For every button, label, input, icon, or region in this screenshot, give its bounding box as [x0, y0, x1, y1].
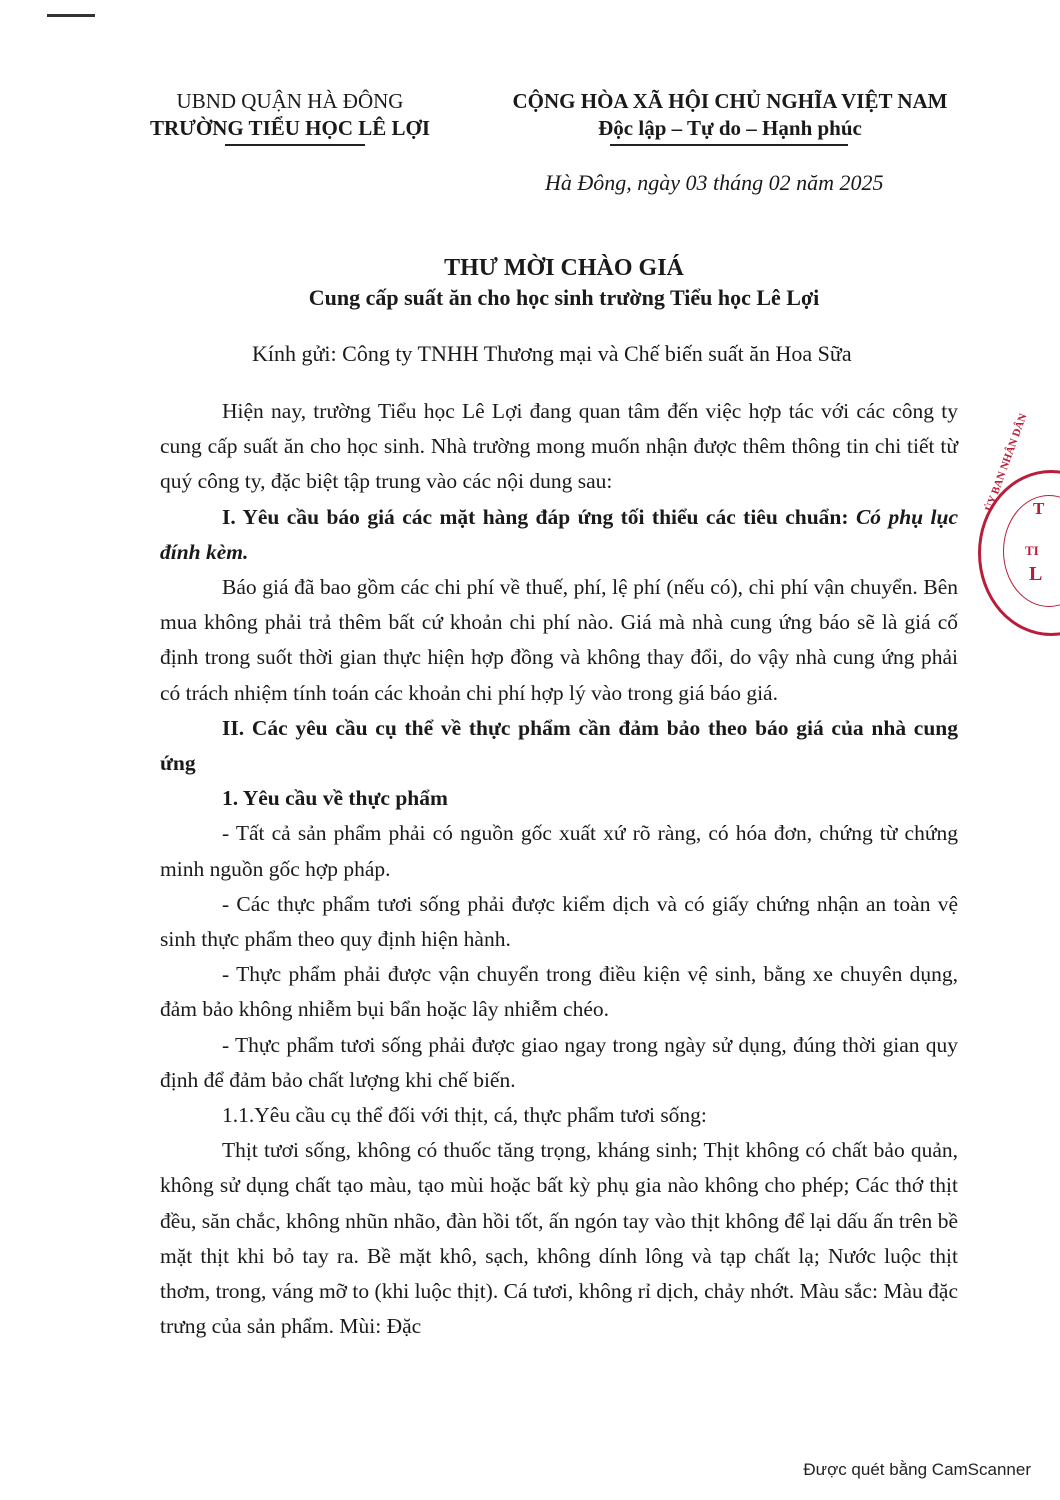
document-subtitle: Cung cấp suất ăn cho học sinh trường Tiểu học Lê Lợi	[308, 285, 820, 310]
scan-artifact-line	[47, 14, 95, 17]
meat-fish-paragraph: Thịt tươi sống, không có thuốc tăng trọng, kháng sinh; Thịt không có chất bảo quản, không sử dụng chất tạo màu, tạo mùi hoặc bất kỳ phụ gia nào không cho phép; Các thớ thịt đều, săn chắc, không nhũn nhão, đàn hồi tốt, ấn ngón tay vào thịt không để lại dấu ấn trên bề mặt thịt khi bỏ tay ra. Bề mặt khô, sạch, không dính lông và tạp chất lạ; Nước luộc thịt thơm, trong, váng mỡ to (khi luộc thịt). Cá tươi, không rỉ dịch, chảy nhớt. Màu sắc: Màu đặc trưng của sản phẩm. Mùi: Đặc	[160, 1138, 958, 1339]
scanner-watermark: Được quét bằng CamScanner	[803, 1460, 1031, 1479]
issuer-authority: UBND QUẬN HÀ ĐÔNG	[176, 89, 404, 113]
subsection-1-1-heading: 1.1.Yêu cầu cụ thể đối với thịt, cá, thực phẩm tươi sống:	[222, 1103, 707, 1128]
seal-arc-text: ỦY BAN NHÂN DÂN	[983, 412, 1030, 514]
header-underline	[225, 144, 365, 146]
section-1-heading	[160, 500, 958, 570]
seal-letter: L	[1029, 563, 1043, 585]
subsection-1-heading: 1. Yêu cầu về thực phẩm	[222, 786, 448, 811]
section-1-note: Có phụ lục đính kèm.	[160, 504, 958, 564]
document-title: THƯ MỜI CHÀO GIÁ	[444, 255, 684, 281]
seal-letter: TI	[1025, 543, 1039, 558]
section-1-title: I. Yêu cầu báo giá các mặt hàng đáp ứng tối thiểu các tiêu chuẩn:	[222, 504, 856, 529]
issuer-school: TRƯỜNG TIỂU HỌC LÊ LỢI	[149, 116, 431, 140]
national-motto: Độc lập – Tự do – Hạnh phúc	[598, 116, 862, 140]
requirement-item: - Thực phẩm phải được vận chuyển trong điều kiện vệ sinh, bằng xe chuyên dụng, đảm bảo không nhiễm bụi bẩn hoặc lây nhiễm chéo.	[160, 962, 958, 1022]
requirement-item: - Thực phẩm tươi sống phải được giao ngay trong ngày sử dụng, đúng thời gian quy định để đảm bảo chất lượng khi chế biến.	[160, 1032, 958, 1092]
motto-underline	[610, 144, 848, 146]
seal-letter: T	[1033, 499, 1045, 518]
recipient-line: Kính gửi: Công ty TNHH Thương mại và Chế biến suất ăn Hoa Sữa	[252, 341, 852, 366]
national-header	[480, 88, 980, 142]
issuer-header	[125, 88, 455, 142]
requirement-item: - Các thực phẩm tươi sống phải được kiểm dịch và có giấy chứng nhận an toàn vệ sinh thực phẩm theo quy định hiện hành.	[160, 891, 958, 952]
section-1-paragraph: Báo giá đã bao gồm các chi phí về thuế, phí, lệ phí (nếu có), chi phí vận chuyển. Bên mua không phải trả thêm bất cứ khoản chi phí nào. Giá mà nhà cung ứng báo sẽ là giá cố định trong suốt thời gian thực hiện hợp đồng và không thay đổi, do vậy nhà cung ứng phải có trách nhiệm tính toán các khoản chi phí hợp lý vào trong giá báo giá.	[160, 575, 958, 705]
section-2-heading: II. Các yêu cầu cụ thể về thực phẩm cần đảm bảo theo báo giá của nhà cung ứng	[160, 715, 958, 776]
requirement-item: - Tất cả sản phẩm phải có nguồn gốc xuất xứ rõ ràng, có hóa đơn, chứng từ chứng minh nguồn gốc hợp pháp.	[160, 821, 958, 881]
official-seal	[978, 412, 1060, 636]
document-body	[160, 394, 958, 1344]
intro-paragraph: Hiện nay, trường Tiểu học Lê Lợi đang quan tâm đến việc hợp tác với các công ty cung cấp suất ăn cho học sinh. Nhà trường mong muốn nhận được thêm thông tin chi tiết từ quý công ty, đặc biệt tập trung vào các nội dung sau:	[160, 399, 958, 494]
document-date: Hà Đông, ngày 03 tháng 02 năm 2025	[545, 170, 884, 195]
national-title: CỘNG HÒA XÃ HỘI CHỦ NGHĨA VIỆT NAM	[512, 89, 948, 113]
